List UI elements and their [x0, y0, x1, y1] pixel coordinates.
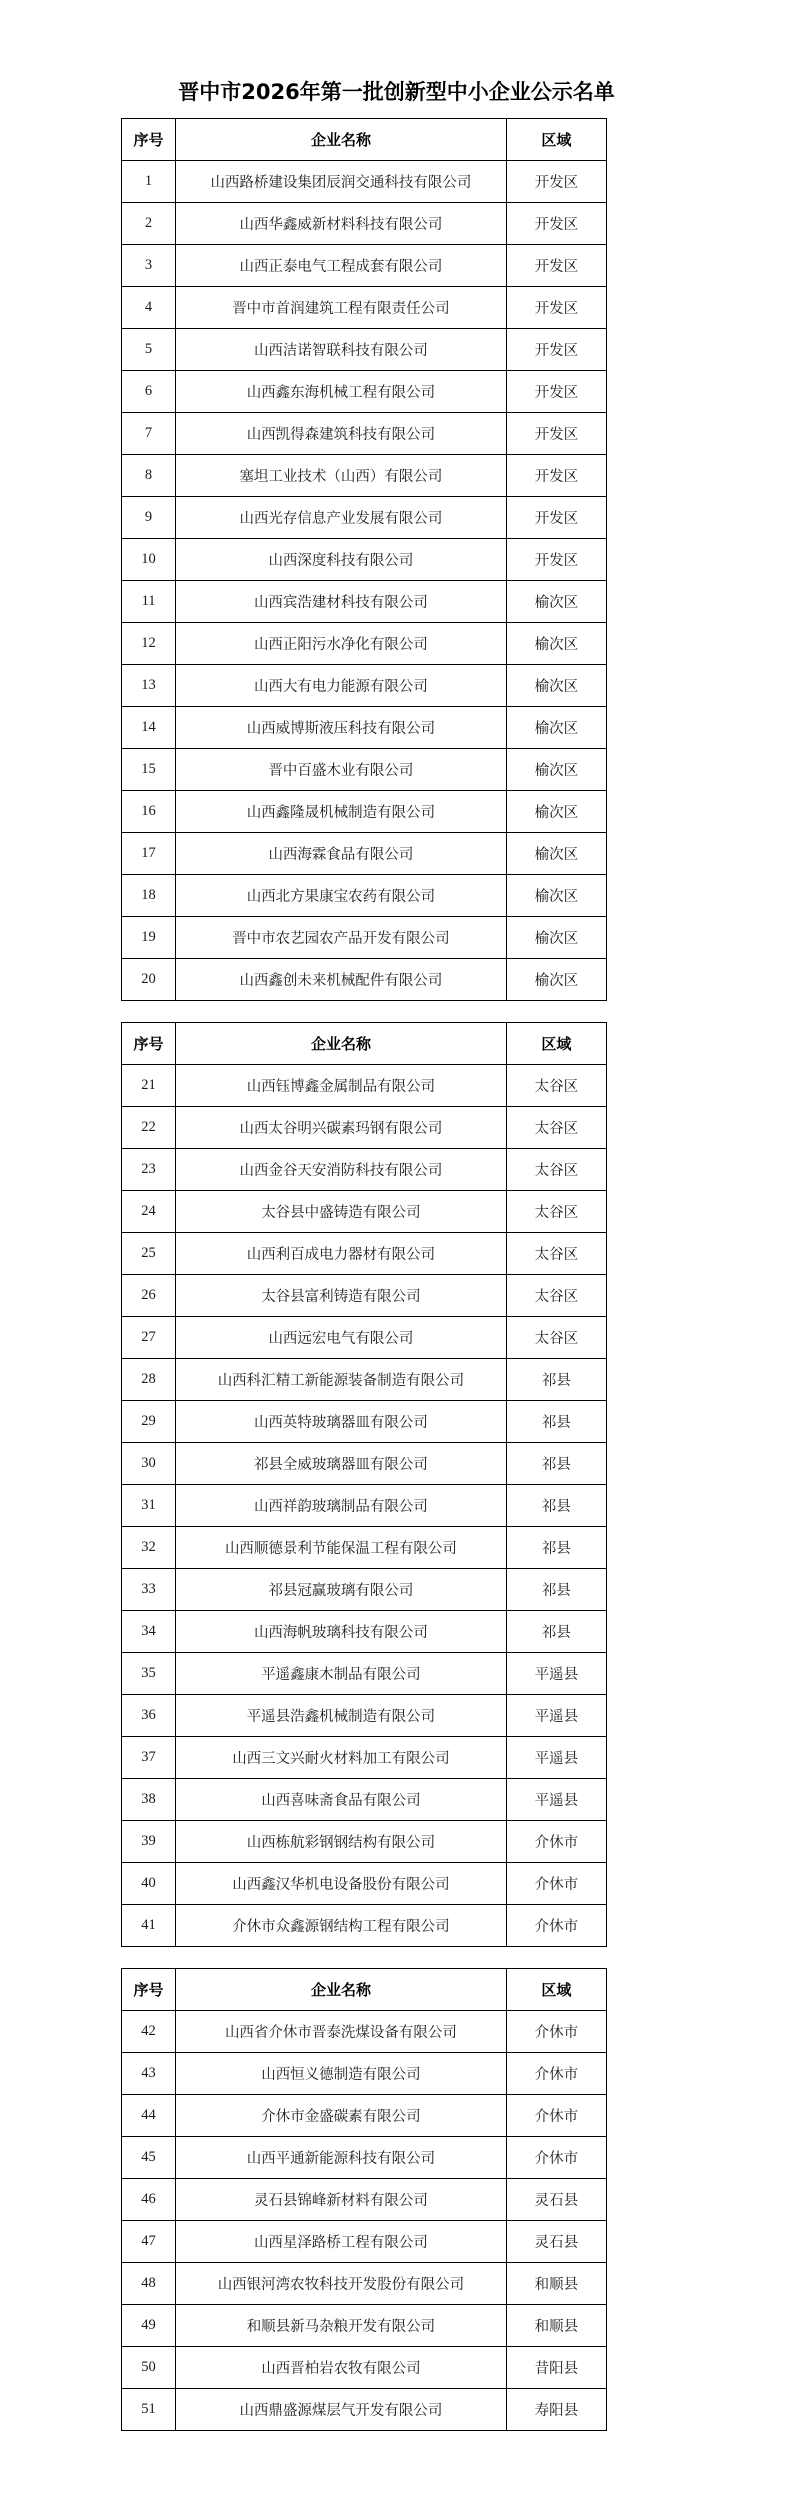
table-row	[122, 2221, 607, 2263]
company-name-cell: 山西远宏电气有限公司	[176, 1317, 507, 1359]
region-cell: 榆次区	[506, 707, 606, 749]
table-row	[122, 1569, 607, 1611]
serial-number-cell: 14	[122, 707, 176, 749]
serial-number-cell: 5	[122, 329, 176, 371]
region-cell: 开发区	[506, 287, 606, 329]
serial-number-cell: 29	[122, 1401, 176, 1443]
serial-number-cell: 20	[122, 959, 176, 1001]
company-name-cell: 平遥县浩鑫机械制造有限公司	[176, 1695, 507, 1737]
table-row	[122, 1443, 607, 1485]
table-body	[122, 161, 607, 1001]
serial-number-cell: 49	[122, 2305, 176, 2347]
serial-number-cell: 6	[122, 371, 176, 413]
region-cell: 开发区	[506, 329, 606, 371]
company-name-cell: 塞坦工业技术（山西）有限公司	[176, 455, 507, 497]
region-cell: 平遥县	[506, 1695, 606, 1737]
region-cell: 榆次区	[506, 917, 606, 959]
table-header-row	[122, 1969, 607, 2011]
serial-number-cell: 40	[122, 1863, 176, 1905]
company-name-cell: 山西光存信息产业发展有限公司	[176, 497, 507, 539]
region-cell: 榆次区	[506, 833, 606, 875]
table-row	[122, 1065, 607, 1107]
table-row	[122, 161, 607, 203]
table-body	[122, 1065, 607, 1947]
table-row	[122, 1233, 607, 1275]
region-cell: 开发区	[506, 371, 606, 413]
region-cell: 介休市	[506, 1821, 606, 1863]
header-region: 区域	[506, 1969, 606, 2011]
company-name-cell: 山西鼎盛源煤层气开发有限公司	[176, 2389, 507, 2431]
region-cell: 开发区	[506, 161, 606, 203]
region-cell: 和顺县	[506, 2263, 606, 2305]
company-name-cell: 山西深度科技有限公司	[176, 539, 507, 581]
serial-number-cell: 18	[122, 875, 176, 917]
region-cell: 介休市	[506, 2137, 606, 2179]
company-name-cell: 山西北方果康宝农药有限公司	[176, 875, 507, 917]
table-row	[122, 917, 607, 959]
serial-number-cell: 36	[122, 1695, 176, 1737]
table-row	[122, 287, 607, 329]
region-cell: 太谷区	[506, 1275, 606, 1317]
company-name-cell: 晋中市首润建筑工程有限责任公司	[176, 287, 507, 329]
table-row	[122, 1191, 607, 1233]
region-cell: 寿阳县	[506, 2389, 606, 2431]
company-name-cell: 和顺县新马杂粮开发有限公司	[176, 2305, 507, 2347]
header-company-name: 企业名称	[176, 1023, 507, 1065]
table-row	[122, 1737, 607, 1779]
table-row	[122, 1821, 607, 1863]
header-serial-number: 序号	[122, 1023, 176, 1065]
header-company-name: 企业名称	[176, 1969, 507, 2011]
company-name-cell: 山西海霖食品有限公司	[176, 833, 507, 875]
region-cell: 太谷区	[506, 1065, 606, 1107]
company-name-cell: 太谷县中盛铸造有限公司	[176, 1191, 507, 1233]
region-cell: 榆次区	[506, 665, 606, 707]
company-name-cell: 山西三文兴耐火材料加工有限公司	[176, 1737, 507, 1779]
region-cell: 太谷区	[506, 1317, 606, 1359]
company-name-cell: 晋中市农艺园农产品开发有限公司	[176, 917, 507, 959]
company-name-cell: 山西鑫隆晟机械制造有限公司	[176, 791, 507, 833]
table-row	[122, 581, 607, 623]
region-cell: 介休市	[506, 1905, 606, 1947]
region-cell: 开发区	[506, 539, 606, 581]
serial-number-cell: 9	[122, 497, 176, 539]
table-row	[122, 539, 607, 581]
header-company-name: 企业名称	[176, 119, 507, 161]
region-cell: 祁县	[506, 1611, 606, 1653]
table-row	[122, 1863, 607, 1905]
table-row	[122, 707, 607, 749]
serial-number-cell: 37	[122, 1737, 176, 1779]
serial-number-cell: 51	[122, 2389, 176, 2431]
table-row	[122, 1401, 607, 1443]
company-name-cell: 平遥鑫康木制品有限公司	[176, 1653, 507, 1695]
company-name-cell: 山西利百成电力器材有限公司	[176, 1233, 507, 1275]
serial-number-cell: 11	[122, 581, 176, 623]
region-cell: 祁县	[506, 1359, 606, 1401]
table-row	[122, 1359, 607, 1401]
serial-number-cell: 25	[122, 1233, 176, 1275]
table-row	[122, 1779, 607, 1821]
serial-number-cell: 34	[122, 1611, 176, 1653]
table-row	[122, 2263, 607, 2305]
company-name-cell: 山西宾浩建材科技有限公司	[176, 581, 507, 623]
company-name-cell: 祁县全威玻璃器皿有限公司	[176, 1443, 507, 1485]
serial-number-cell: 47	[122, 2221, 176, 2263]
company-name-cell: 灵石县锦峰新材料有限公司	[176, 2179, 507, 2221]
table-row	[122, 497, 607, 539]
company-name-cell: 山西正泰电气工程成套有限公司	[176, 245, 507, 287]
serial-number-cell: 28	[122, 1359, 176, 1401]
region-cell: 介休市	[506, 2095, 606, 2137]
company-name-cell: 山西正阳污水净化有限公司	[176, 623, 507, 665]
region-cell: 祁县	[506, 1527, 606, 1569]
table-row	[122, 1905, 607, 1947]
company-name-cell: 介休市众鑫源钢结构工程有限公司	[176, 1905, 507, 1947]
region-cell: 榆次区	[506, 959, 606, 1001]
region-cell: 祁县	[506, 1401, 606, 1443]
table-row	[122, 2053, 607, 2095]
region-cell: 开发区	[506, 455, 606, 497]
table-row	[122, 2137, 607, 2179]
table-row	[122, 245, 607, 287]
region-cell: 开发区	[506, 245, 606, 287]
company-name-cell: 山西太谷明兴碳素玛钢有限公司	[176, 1107, 507, 1149]
serial-number-cell: 7	[122, 413, 176, 455]
table-row	[122, 749, 607, 791]
table-row	[122, 2305, 607, 2347]
serial-number-cell: 21	[122, 1065, 176, 1107]
company-name-cell: 山西星泽路桥工程有限公司	[176, 2221, 507, 2263]
serial-number-cell: 13	[122, 665, 176, 707]
serial-number-cell: 31	[122, 1485, 176, 1527]
table-row	[122, 2095, 607, 2137]
table-row	[122, 2347, 607, 2389]
header-serial-number: 序号	[122, 119, 176, 161]
table-row	[122, 1107, 607, 1149]
table-row	[122, 623, 607, 665]
serial-number-cell: 16	[122, 791, 176, 833]
region-cell: 平遥县	[506, 1779, 606, 1821]
region-cell: 太谷区	[506, 1191, 606, 1233]
company-name-cell: 山西海帆玻璃科技有限公司	[176, 1611, 507, 1653]
region-cell: 开发区	[506, 497, 606, 539]
company-name-cell: 山西银河湾农牧科技开发股份有限公司	[176, 2263, 507, 2305]
serial-number-cell: 44	[122, 2095, 176, 2137]
header-serial-number: 序号	[122, 1969, 176, 2011]
table-row	[122, 791, 607, 833]
serial-number-cell: 15	[122, 749, 176, 791]
table-row	[122, 455, 607, 497]
serial-number-cell: 50	[122, 2347, 176, 2389]
serial-number-cell: 33	[122, 1569, 176, 1611]
company-name-cell: 山西恒义德制造有限公司	[176, 2053, 507, 2095]
region-cell: 灵石县	[506, 2221, 606, 2263]
serial-number-cell: 1	[122, 161, 176, 203]
region-cell: 祁县	[506, 1443, 606, 1485]
region-cell: 祁县	[506, 1569, 606, 1611]
table-row	[122, 413, 607, 455]
region-cell: 昔阳县	[506, 2347, 606, 2389]
company-name-cell: 山西大有电力能源有限公司	[176, 665, 507, 707]
header-region: 区域	[506, 1023, 606, 1065]
table-row	[122, 875, 607, 917]
company-name-cell: 山西栋航彩钢钢结构有限公司	[176, 1821, 507, 1863]
company-name-cell: 太谷县富利铸造有限公司	[176, 1275, 507, 1317]
region-cell: 介休市	[506, 2011, 606, 2053]
serial-number-cell: 45	[122, 2137, 176, 2179]
serial-number-cell: 12	[122, 623, 176, 665]
region-cell: 榆次区	[506, 581, 606, 623]
company-name-cell: 山西鑫汉华机电设备股份有限公司	[176, 1863, 507, 1905]
serial-number-cell: 39	[122, 1821, 176, 1863]
serial-number-cell: 19	[122, 917, 176, 959]
table-row	[122, 1695, 607, 1737]
region-cell: 榆次区	[506, 749, 606, 791]
serial-number-cell: 2	[122, 203, 176, 245]
table-row	[122, 203, 607, 245]
table-header-row	[122, 119, 607, 161]
table-row	[122, 1527, 607, 1569]
company-name-cell: 山西威博斯液压科技有限公司	[176, 707, 507, 749]
region-cell: 榆次区	[506, 791, 606, 833]
serial-number-cell: 4	[122, 287, 176, 329]
region-cell: 和顺县	[506, 2305, 606, 2347]
serial-number-cell: 48	[122, 2263, 176, 2305]
region-cell: 太谷区	[506, 1149, 606, 1191]
company-name-cell: 山西路桥建设集团辰润交通科技有限公司	[176, 161, 507, 203]
table-row	[122, 1275, 607, 1317]
company-name-cell: 山西华鑫威新材料科技有限公司	[176, 203, 507, 245]
company-name-cell: 山西祥韵玻璃制品有限公司	[176, 1485, 507, 1527]
serial-number-cell: 27	[122, 1317, 176, 1359]
serial-number-cell: 3	[122, 245, 176, 287]
table-row	[122, 371, 607, 413]
company-table-1	[121, 118, 607, 1001]
serial-number-cell: 8	[122, 455, 176, 497]
region-cell: 平遥县	[506, 1653, 606, 1695]
table-row	[122, 1485, 607, 1527]
table-row	[122, 1317, 607, 1359]
company-name-cell: 山西英特玻璃器皿有限公司	[176, 1401, 507, 1443]
serial-number-cell: 26	[122, 1275, 176, 1317]
table-body	[122, 2011, 607, 2431]
serial-number-cell: 42	[122, 2011, 176, 2053]
table-row	[122, 1149, 607, 1191]
region-cell: 开发区	[506, 203, 606, 245]
serial-number-cell: 35	[122, 1653, 176, 1695]
serial-number-cell: 38	[122, 1779, 176, 1821]
serial-number-cell: 17	[122, 833, 176, 875]
serial-number-cell: 32	[122, 1527, 176, 1569]
company-name-cell: 介休市金盛碳素有限公司	[176, 2095, 507, 2137]
page-title: 晋中市2026年第一批创新型中小企业公示名单	[178, 80, 615, 104]
table-row	[122, 833, 607, 875]
company-name-cell: 山西鑫创未来机械配件有限公司	[176, 959, 507, 1001]
company-name-cell: 晋中百盛木业有限公司	[176, 749, 507, 791]
region-cell: 介休市	[506, 1863, 606, 1905]
company-name-cell: 山西洁诺智联科技有限公司	[176, 329, 507, 371]
table-row	[122, 329, 607, 371]
company-name-cell: 山西喜味斋食品有限公司	[176, 1779, 507, 1821]
region-cell: 榆次区	[506, 875, 606, 917]
region-cell: 介休市	[506, 2053, 606, 2095]
company-name-cell: 山西鑫东海机械工程有限公司	[176, 371, 507, 413]
company-name-cell: 山西钰博鑫金属制品有限公司	[176, 1065, 507, 1107]
company-name-cell: 山西平通新能源科技有限公司	[176, 2137, 507, 2179]
company-table-3	[121, 1968, 607, 2431]
serial-number-cell: 46	[122, 2179, 176, 2221]
serial-number-cell: 22	[122, 1107, 176, 1149]
region-cell: 太谷区	[506, 1233, 606, 1275]
table-row	[122, 2011, 607, 2053]
region-cell: 开发区	[506, 413, 606, 455]
company-name-cell: 山西科汇精工新能源装备制造有限公司	[176, 1359, 507, 1401]
serial-number-cell: 10	[122, 539, 176, 581]
company-table-2	[121, 1022, 607, 1947]
table-row	[122, 665, 607, 707]
serial-number-cell: 41	[122, 1905, 176, 1947]
header-region: 区域	[506, 119, 606, 161]
table-row	[122, 1611, 607, 1653]
table-row	[122, 2179, 607, 2221]
region-cell: 榆次区	[506, 623, 606, 665]
company-name-cell: 山西顺德景利节能保温工程有限公司	[176, 1527, 507, 1569]
table-row	[122, 2389, 607, 2431]
region-cell: 平遥县	[506, 1737, 606, 1779]
serial-number-cell: 24	[122, 1191, 176, 1233]
region-cell: 灵石县	[506, 2179, 606, 2221]
company-name-cell: 山西省介休市晋泰洗煤设备有限公司	[176, 2011, 507, 2053]
company-name-cell: 祁县冠赢玻璃有限公司	[176, 1569, 507, 1611]
serial-number-cell: 43	[122, 2053, 176, 2095]
region-cell: 祁县	[506, 1485, 606, 1527]
table-header-row	[122, 1023, 607, 1065]
serial-number-cell: 30	[122, 1443, 176, 1485]
table-row	[122, 1653, 607, 1695]
region-cell: 太谷区	[506, 1107, 606, 1149]
company-name-cell: 山西凯得森建筑科技有限公司	[176, 413, 507, 455]
company-name-cell: 山西金谷天安消防科技有限公司	[176, 1149, 507, 1191]
serial-number-cell: 23	[122, 1149, 176, 1191]
company-name-cell: 山西晋柏岩农牧有限公司	[176, 2347, 507, 2389]
table-row	[122, 959, 607, 1001]
